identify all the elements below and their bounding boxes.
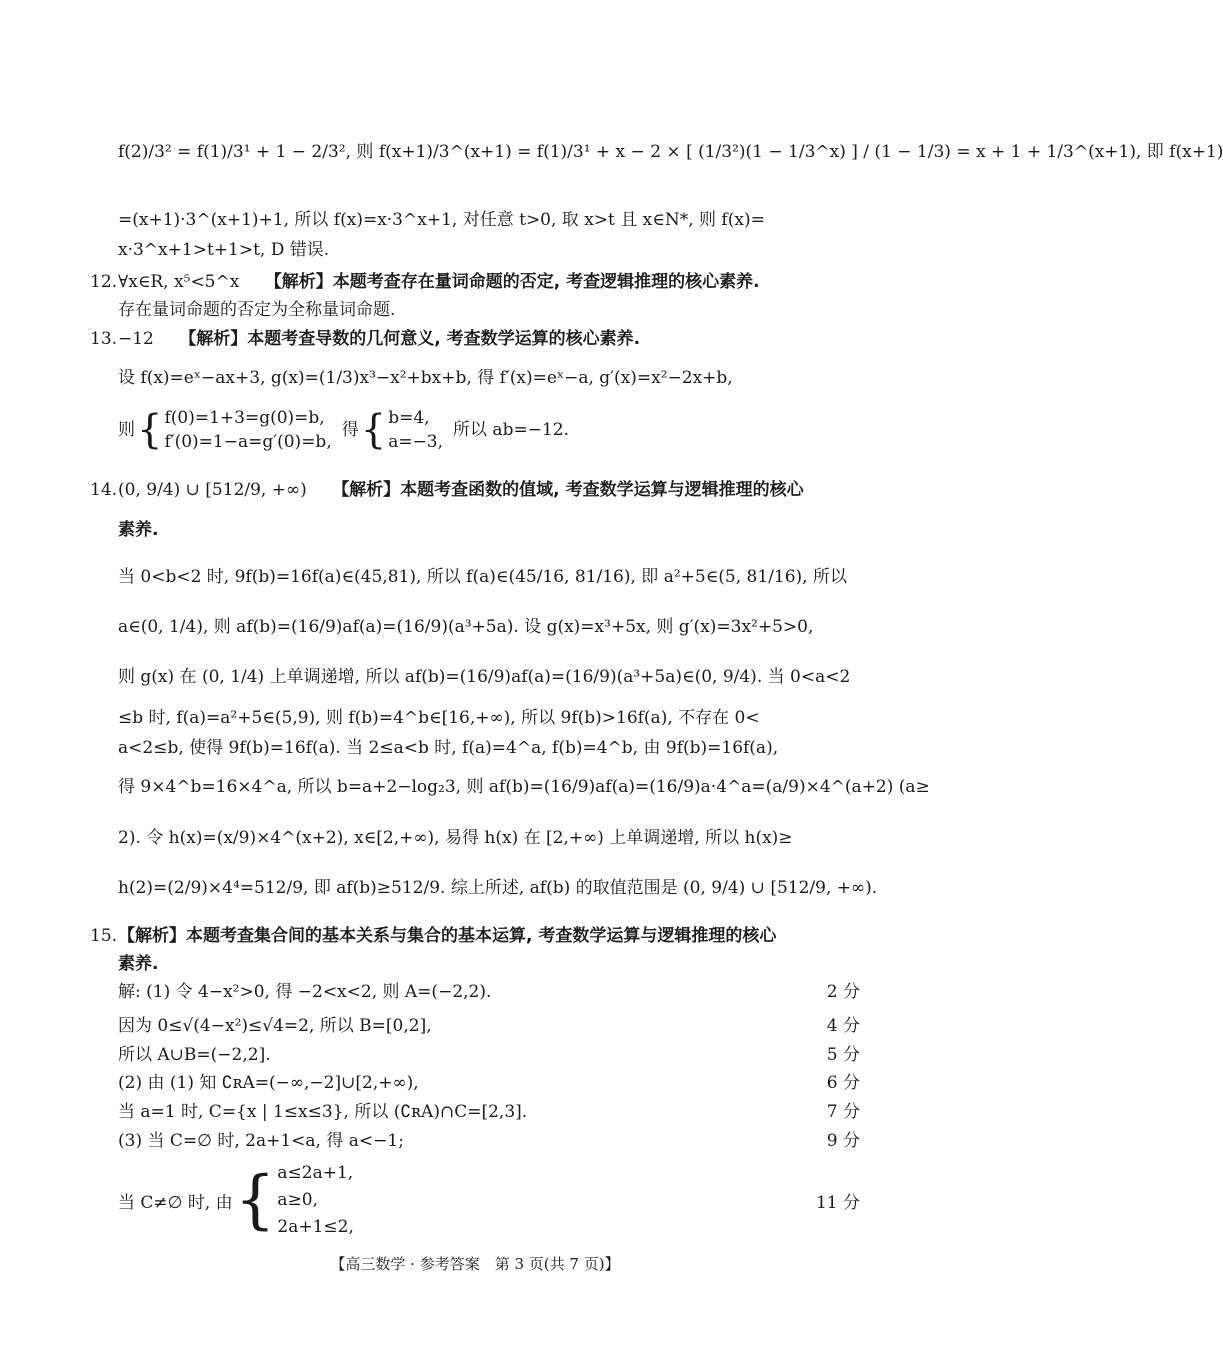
q15-step-text: 解: (1) 令 4−x²>0, 得 −2<x<2, 则 A=(−2,2). [118,982,492,1002]
q15-sys-eq-1: a≤2a+1, [277,1162,354,1183]
q13-system [118,406,569,454]
q13-eq-2: f′(0)=1−a=g′(0)=b, [164,432,332,452]
leader-dots [499,980,818,1004]
q15-sys-eq-2: a≥0, [277,1189,319,1210]
q15-step [118,1043,860,1067]
q14-line-8: h(2)=(2/9)×4⁴=512/9, 即 af(b)≥512/9. 综上所述, af(b) 的取值范围是 (0, 9/4) ∪ [512/9, +∞). [118,878,878,898]
q14-line-6: 得 9×4^b=16×4^a, 所以 b=a+2−log₂3, 则 af(b)=(16/9)af(a)=(16/9)a·4^a=(a/9)×4^(a+2) (a≥ [118,777,930,797]
q15-step [118,1014,860,1038]
q15-system-step [118,1158,860,1242]
q14-line-3: 则 g(x) 在 (0, 1/4) 上单调递增, 所以 af(b)=(16/9)af(a)=(16/9)(a³+5a)∈(0, 9/4). 当 0<a<2 [118,667,851,687]
q11-line-3: x·3^x+1>t+1>t, D 错误. [118,240,330,260]
q14-analysis-tag: 【解析】本题考查函数的值域, 考查数学运算与逻辑推理的核心 [332,480,804,500]
page-footer: 【高三数学 · 参考答案 第 3 页(共 7 页)】 [330,1255,620,1273]
q15-sys-prefix: 当 C≠∅ 时, 由 [118,1192,233,1213]
q13-sol-1: b=4, [388,408,430,428]
brace-left-icon: { [137,407,163,453]
q15-step-text: 当 a=1 时, C={x | 1≤x≤3}, 所以 (∁ʀA)∩C=[2,3]. [118,1102,528,1122]
q11-line-1: f(2)/3² = f(1)/3¹ + 1 − 2/3², 则 f(x+1)/3^(x+1) = f(1)/3¹ + x − 2 × [ (1/3²)(1 − 1/3^x) ] / (1 − 1/3) = x + 1 + 1/3^(x+1), 即 f(x+1) [118,142,1223,162]
q14-number: 14. [90,480,118,500]
q13-line-2: 设 f(x)=eˣ−ax+3, g(x)=(1/3)x³−x²+bx+b, 得 f′(x)=eˣ−a, g′(x)=x²−2x+b, [118,368,733,388]
q14-line-4: ≤b 时, f(a)=a²+5∈(5,9), 则 f(b)=4^b∈[16,+∞), 所以 9f(b)>16f(a), 不存在 0< [118,708,760,728]
leader-dots [535,1100,819,1124]
q14-answer: (0, 9/4) ∪ [512/9, +∞) [118,480,307,500]
q15-step-score: 2 分 [826,982,860,1002]
leader-dots [427,1071,819,1095]
q12-line-2: 存在量词命题的否定为全称量词命题. [118,300,396,320]
q13-header [118,327,858,351]
brace-left-icon: { [360,407,387,453]
q12-analysis-tag: 【解析】本题考查存在量词命题的否定, 考查逻辑推理的核心素养. [264,272,760,292]
q15-number: 15. [90,926,118,946]
q12-number: 12. [90,272,118,292]
q15-step-score: 4 分 [826,1016,860,1036]
q14-line-1: 当 0<b<2 时, 9f(b)=16f(a)∈(45,81), 所以 f(a)∈(45/16, 81/16), 即 a²+5∈(5, 81/16), 所以 [118,567,847,587]
q15-step-text: (3) 当 C=∅ 时, 2a+1<a, 得 a<−1; [118,1131,404,1151]
leader-dots [412,1129,819,1153]
q13-analysis-tag: 【解析】本题考查导数的几何意义, 考查数学运算的核心素养. [179,329,641,349]
q13-answer: −12 [118,329,154,349]
q11-line-2: =(x+1)·3^(x+1)+1, 所以 f(x)=x·3^x+1, 对任意 t>0, 取 x>t 且 x∈N*, 则 f(x)= [118,210,765,230]
q13-tail: 所以 ab=−12. [453,420,569,440]
q15-step-score: 9 分 [826,1131,860,1151]
q14-tag-cont: 素养. [118,520,159,540]
q15-step-text: (2) 由 (1) 知 ∁ʀA=(−∞,−2]∪[2,+∞), [118,1073,419,1093]
q14-header [118,478,858,502]
q15-step-score: 6 分 [826,1073,860,1093]
q15-step [118,1129,860,1153]
q14-line-7: 2). 令 h(x)=(x/9)×4^(x+2), x∈[2,+∞), 易得 h(x) 在 [2,+∞) 上单调递增, 所以 h(x)≥ [118,828,793,848]
q14-line-5: a<2≤b, 使得 9f(b)=16f(a). 当 2≤a<b 时, f(a)=4^a, f(b)=4^b, 由 9f(b)=16f(a), [118,738,779,758]
q15-sys-eq-3: 2a+1≤2, [277,1216,354,1237]
leader-dots [440,1014,819,1038]
q15-analysis-tag: 【解析】本题考查集合间的基本关系与集合的基本运算, 考查数学运算与逻辑推理的核心 [118,926,777,946]
leader-dots [279,1043,819,1067]
q15-tag-cont: 素养. [118,954,159,974]
q15-step-text: 所以 A∪B=(−2,2]. [118,1045,271,1065]
q13-then: 则 [118,420,135,440]
brace-left-icon: { [234,1163,276,1237]
q15-step [118,1100,860,1124]
q14-line-2: a∈(0, 1/4), 则 af(b)=(16/9)af(a)=(16/9)(a³+5a). 设 g(x)=x³+5x, 则 g′(x)=3x²+5>0, [118,617,814,637]
leader-dots [378,1188,808,1212]
q15-step-score: 7 分 [826,1102,860,1122]
q13-number: 13. [90,329,118,349]
q13-eq-1: f(0)=1+3=g(0)=b, [164,408,325,428]
q15-step-score: 5 分 [826,1045,860,1065]
q13-get: 得 [341,420,359,440]
q13-sol-2: a=−3, [388,432,444,452]
q15-step-text: 因为 0≤√(4−x²)≤√4=2, 所以 B=[0,2], [118,1016,432,1036]
q15-step [118,980,860,1004]
q15-sys-score: 11 分 [815,1192,860,1213]
q12-header [118,270,858,294]
q12-answer: ∀x∈R, x⁵<5^x [118,272,240,292]
q15-step [118,1071,860,1095]
